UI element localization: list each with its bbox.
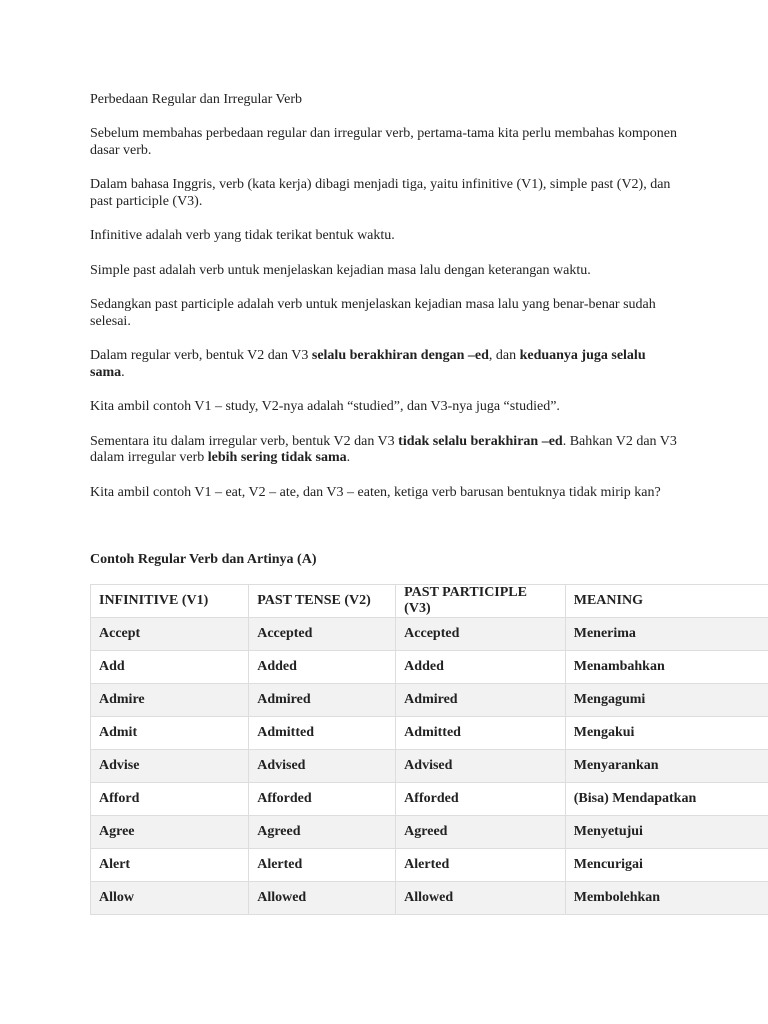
paragraph-regular-verb <box>90 348 680 381</box>
paragraph-infinitive: Infinitive adalah verb yang tidak terikat bentuk waktu. <box>90 228 395 243</box>
table-header-row <box>91 585 768 618</box>
cell-meaning: Mengakui <box>565 717 768 750</box>
cell-meaning: Menerima <box>565 618 768 651</box>
cell-past-tense: Afforded <box>249 783 396 816</box>
page-title: Perbedaan Regular dan Irregular Verb <box>90 92 302 107</box>
cell-past-tense: Added <box>249 651 396 684</box>
paragraph-irregular-verb <box>90 434 680 467</box>
cell-past-tense: Alerted <box>249 849 396 882</box>
cell-past-participle: Allowed <box>396 882 566 915</box>
cell-infinitive: Afford <box>91 783 249 816</box>
emphasis-text: keduanya juga selalu sama <box>90 348 646 380</box>
table-row <box>91 882 768 915</box>
cell-past-participle: Accepted <box>396 618 566 651</box>
cell-past-tense: Allowed <box>249 882 396 915</box>
header-cell-meaning: MEANING <box>565 585 768 618</box>
cell-infinitive: Agree <box>91 816 249 849</box>
paragraph-study-example: Kita ambil contoh V1 – study, V2-nya adalah “studied”, dan V3-nya juga “studied”. <box>90 399 560 414</box>
emphasis-text: tidak selalu berakhiran –ed <box>398 433 563 449</box>
section-title: Contoh Regular Verb dan Artinya (A) <box>90 552 317 567</box>
cell-past-tense: Advised <box>249 750 396 783</box>
cell-meaning: Menyetujui <box>565 816 768 849</box>
table-row <box>91 717 768 750</box>
cell-past-tense: Agreed <box>249 816 396 849</box>
text-run: Sementara itu dalam irregular verb, bentuk V2 dan V3 <box>90 433 399 449</box>
paragraph-past-participle: Sedangkan past participle adalah verb untuk menjelaskan kejadian masa lalu yang benar-benar sudah selesai. <box>90 297 656 329</box>
table-row <box>91 651 768 684</box>
cell-infinitive: Add <box>91 651 249 684</box>
header-cell-past-tense: PAST TENSE (V2) <box>249 585 396 618</box>
cell-meaning: Menambahkan <box>565 651 768 684</box>
table-row <box>91 618 768 651</box>
cell-infinitive: Accept <box>91 618 249 651</box>
cell-past-participle: Admitted <box>396 717 566 750</box>
cell-past-participle: Advised <box>396 750 566 783</box>
cell-infinitive: Admire <box>91 684 249 717</box>
cell-meaning: Mencurigai <box>565 849 768 882</box>
cell-infinitive: Advise <box>91 750 249 783</box>
table-row <box>91 849 768 882</box>
table-row <box>91 816 768 849</box>
paragraph-simple-past: Simple past adalah verb untuk menjelaskan kejadian masa lalu dengan keterangan waktu. <box>90 262 591 278</box>
cell-past-tense: Accepted <box>249 618 396 651</box>
text-run: Dalam regular verb, bentuk V2 dan V3 <box>90 348 312 363</box>
text-run: . <box>346 450 351 465</box>
cell-past-participle: Added <box>396 651 566 684</box>
cell-past-tense: Admired <box>249 684 396 717</box>
cell-meaning: Menyarankan <box>565 750 768 783</box>
cell-past-participle: Admired <box>396 684 566 717</box>
cell-infinitive: Alert <box>91 849 249 882</box>
cell-infinitive: Allow <box>91 882 249 915</box>
emphasis-text: lebih sering tidak sama <box>207 450 347 465</box>
cell-past-participle: Alerted <box>396 849 566 882</box>
table-row <box>91 684 768 717</box>
cell-past-tense: Admitted <box>249 717 396 750</box>
emphasis-text: selalu berakhiran dengan –ed <box>311 348 489 363</box>
table-row <box>91 750 768 783</box>
cell-meaning: (Bisa) Mendapatkan <box>565 783 768 816</box>
document-body <box>90 91 768 915</box>
table-row <box>91 783 768 816</box>
cell-past-participle: Agreed <box>396 816 566 849</box>
paragraph-verb-forms: Dalam bahasa Inggris, verb (kata kerja) dibagi menjadi tiga, yaitu infinitive (V1), simple past (V2), dan past participle (V3). <box>90 177 671 209</box>
cell-meaning: Membolehkan <box>565 882 768 915</box>
text-run: , dan <box>488 348 520 363</box>
cell-past-participle: Afforded <box>396 783 566 816</box>
header-cell-past-participle: PAST PARTICIPLE (V3) <box>396 585 566 618</box>
regular-verb-table <box>90 584 768 915</box>
cell-meaning: Mengagumi <box>565 684 768 717</box>
header-cell-infinitive: INFINITIVE (V1) <box>91 585 249 618</box>
cell-infinitive: Admit <box>91 717 249 750</box>
paragraph-eat-example: Kita ambil contoh V1 – eat, V2 – ate, dan V3 – eaten, ketiga verb barusan bentuknya tidak mirip kan? <box>90 484 661 500</box>
text-run: . <box>121 364 125 380</box>
paragraph-intro: Sebelum membahas perbedaan regular dan irregular verb, pertama-tama kita perlu membahas komponen dasar verb. <box>90 126 677 158</box>
text-run: . Bahkan V2 dan V3 dalam irregular verb <box>90 433 677 465</box>
